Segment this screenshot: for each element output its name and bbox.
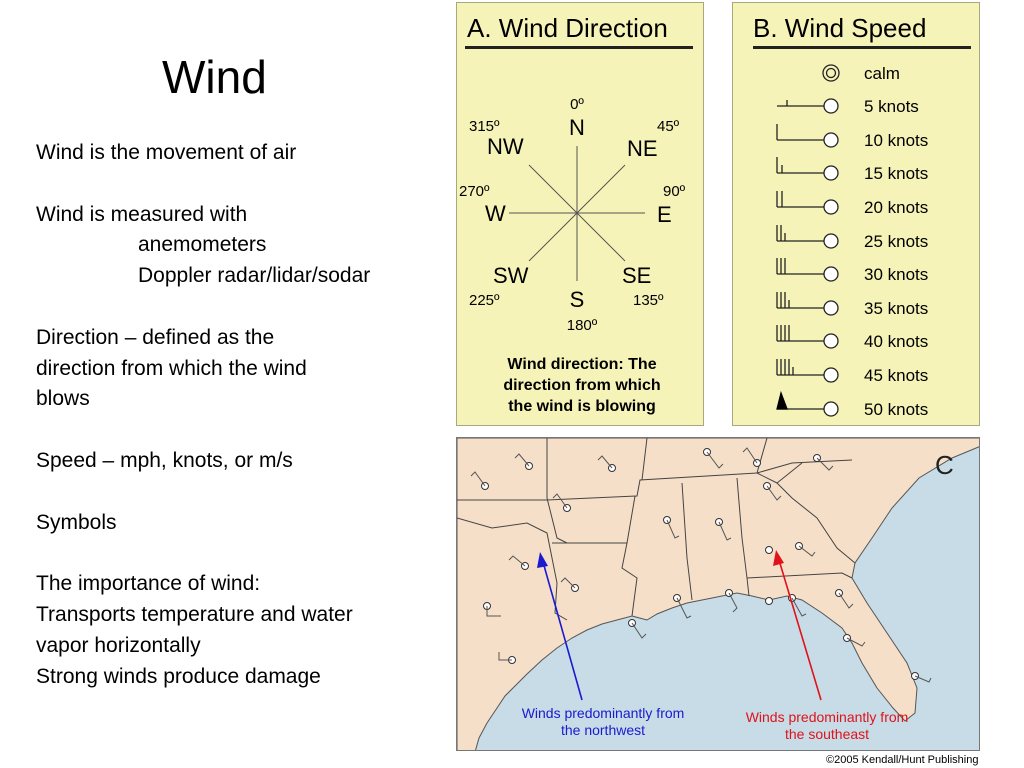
calm-symbol-inner [827, 69, 836, 78]
speed-label: 35 knots [864, 299, 929, 318]
barb-40-knots [777, 325, 838, 348]
deg-135: 135º [633, 292, 664, 309]
deg-45: 45º [657, 118, 680, 135]
body-line: Symbols [36, 510, 117, 534]
calm-symbol-outer [823, 65, 839, 81]
speed-label: 50 knots [864, 400, 929, 419]
deg-90: 90º [663, 183, 686, 200]
deg-315: 315º [469, 118, 500, 135]
label-se: SE [622, 263, 652, 288]
southeast-us-map [457, 438, 980, 751]
body-line: Doppler radar/lidar/sodar [138, 264, 371, 288]
slide-body [36, 138, 436, 692]
barb-5-knots [777, 99, 838, 113]
panel-b-title: B. Wind Speed [753, 13, 927, 43]
annotation-blue-line: the northwest [560, 722, 646, 738]
speed-label: 5 knots [864, 97, 919, 116]
body-line: Strong winds produce damage [36, 664, 321, 688]
body-line: blows [36, 387, 90, 411]
barb-45-knots [777, 359, 838, 382]
label-ne: NE [627, 136, 658, 161]
body-line: vapor horizontally [36, 633, 201, 657]
deg-225: 225º [469, 292, 500, 309]
speed-label: 30 knots [864, 265, 929, 284]
body-line: Wind is the movement of air [36, 141, 297, 164]
speed-label: 10 knots [864, 131, 929, 150]
barb-20-knots [777, 191, 838, 214]
caption-line: Wind direction: The [507, 356, 657, 373]
barb-10-knots [777, 124, 838, 147]
speed-label: 25 knots [864, 232, 929, 251]
speed-label: 45 knots [864, 366, 929, 385]
annotation-red-line: Winds predominantly from [745, 709, 909, 725]
barb-50-knots [777, 393, 838, 416]
body-line: Speed – mph, knots, or m/s [36, 448, 293, 472]
caption-line: the wind is blowing [508, 398, 656, 415]
compass-rose [457, 3, 705, 427]
panel-c-label: C [935, 450, 954, 480]
body-line: Wind is measured with [36, 202, 248, 226]
label-s: S [569, 287, 585, 312]
label-nw: NW [487, 134, 524, 159]
speed-label: 40 knots [864, 332, 929, 351]
copyright-text: ©2005 Kendall/Hunt Publishing [826, 754, 979, 766]
station-marker [766, 547, 773, 554]
label-e: E [657, 202, 672, 227]
wind-speed-panel [732, 2, 980, 426]
wind-direction-panel [456, 2, 704, 426]
station-marker [766, 598, 773, 605]
wind-map-panel [456, 437, 980, 751]
barb-15-knots [777, 157, 838, 180]
barb-35-knots [777, 292, 838, 315]
slide-title: Wind [162, 51, 267, 103]
deg-180: 180º [566, 317, 598, 334]
barb-25-knots [777, 225, 838, 248]
body-line: direction from which the wind [36, 356, 307, 380]
deg-270: 270º [459, 183, 490, 200]
speed-label: 20 knots [864, 198, 929, 217]
body-line: The importance of wind: [36, 572, 261, 596]
label-w: W [485, 201, 506, 226]
label-n: N [569, 115, 585, 140]
barb-30-knots [777, 258, 838, 281]
body-line: Direction – defined as the [36, 325, 275, 349]
caption-line: direction from which [503, 377, 661, 394]
wind-speed-legend [733, 3, 981, 427]
annotation-blue-line: Winds predominantly from [521, 705, 685, 721]
annotation-red-line: the southeast [784, 726, 870, 742]
deg-0: 0º [570, 96, 584, 113]
label-sw: SW [493, 263, 529, 288]
body-line: Transports temperature and water [36, 602, 353, 626]
panel-a-title: A. Wind Direction [467, 13, 668, 43]
speed-label: 15 knots [864, 164, 929, 183]
body-line: anemometers [138, 233, 267, 257]
speed-label: calm [864, 64, 900, 83]
